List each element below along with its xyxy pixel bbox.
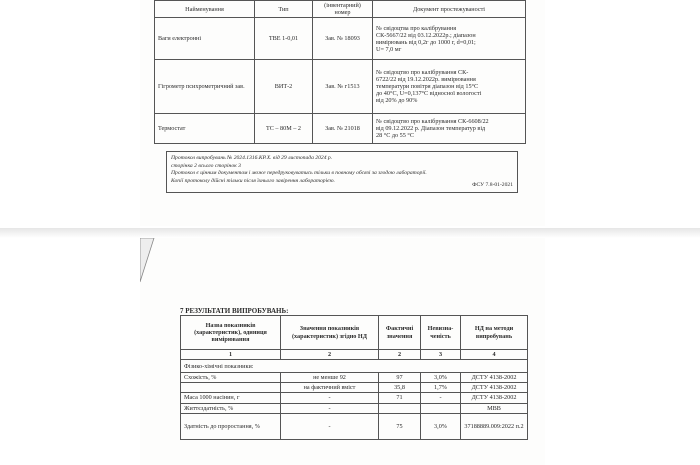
result-name: Здатність до проростання, % [181, 413, 281, 439]
page-gap [0, 228, 700, 238]
equipment-header-doc: Документ простежуваності [373, 1, 526, 18]
doc-line: СК-5667/22 від 03.12.2022р.; діапазон [376, 31, 476, 39]
col-number: 3 [421, 350, 461, 360]
result-norm: на фактичний вміст [281, 383, 379, 393]
result-unc: 3,0% [421, 373, 461, 383]
result-fact [379, 403, 421, 413]
equipment-header-type: Тип [255, 1, 313, 18]
col-number: 1 [181, 350, 281, 360]
results-row [181, 393, 528, 403]
equipment-table [154, 0, 526, 144]
results-header-method: НД на методи випробувань [461, 316, 528, 350]
doc-line: температури повітря діапазон від 15°С [376, 83, 479, 91]
protocol-code: ФСУ 7.8-01-2021 [472, 182, 513, 189]
result-method: 37188889.009:2022 п.2 [461, 413, 528, 439]
results-table [180, 315, 528, 440]
equipment-row [155, 60, 526, 114]
result-norm: - [281, 393, 379, 403]
results-number-row [181, 350, 528, 360]
results-row [181, 383, 528, 393]
equipment-number: Зав. № 21018 [313, 114, 373, 144]
equipment-header-name: Найменування [155, 1, 255, 18]
results-header-name: Назва показників (характеристик), одиниця вимірювання [181, 316, 281, 350]
protocol-line: Протокол є цінним документом і може передруковуватись тільки в повному обсязі за згодою лабораторії. [171, 170, 427, 177]
doc-line: від 20% до 90% [376, 97, 418, 105]
result-unc [421, 403, 461, 413]
equipment-name: Гігрометр психрометричний зав. [155, 60, 255, 114]
doc-line: вимірювань від 0,2г до 1000 г, d=0,01; [376, 38, 476, 46]
result-unc: 1,7% [421, 383, 461, 393]
protocol-line: Протокол випробувань № 2024.1316.KP.X. від 29 листопада 2024 р. [171, 155, 333, 161]
col-number: 4 [461, 350, 528, 360]
result-unc: 3,0% [421, 413, 461, 439]
doc-line: № свідоцтва про калібрування [376, 24, 457, 32]
equipment-doc [373, 18, 526, 60]
col-number: 2 [281, 350, 379, 360]
doc-line: 28 °С до 55 °С [376, 132, 415, 140]
doc-line: № свідоцтво про калібрування СК-6608/22 [376, 118, 489, 126]
equipment-doc [373, 60, 526, 114]
page-fold-mark [140, 238, 180, 288]
protocol-line: сторінка 2 всього сторінок 3 [171, 162, 241, 169]
equipment-type: ВИТ-2 [255, 60, 313, 114]
protocol-note [166, 151, 518, 193]
doc-line: № свідоцтво про калібрування СК- [376, 68, 469, 76]
result-method: ДСТУ 4138-2002 [461, 393, 528, 403]
results-header-unc: Невизна-ченість [421, 316, 461, 350]
result-fact: 97 [379, 373, 421, 383]
result-norm: - [281, 413, 379, 439]
group-label: Фізико-хімічні показники: [181, 360, 528, 373]
protocol-line: Копії протоколу дійсні тільки після їхнього завірення лабораторією. [171, 177, 335, 184]
result-method: ДСТУ 4138-2002 [461, 383, 528, 393]
results-title: 7 РЕЗУЛЬТАТИ ВИПРОБУВАНЬ: [180, 307, 289, 315]
result-name [181, 383, 281, 393]
results-row [181, 413, 528, 439]
doc-line: від 09.12.2022 р. Діапазон температур від [376, 125, 486, 133]
results-group-row [181, 360, 528, 373]
equipment-name: Термостат [155, 114, 255, 144]
result-name: Маса 1000 насінин, г [181, 393, 281, 403]
col-number: 2 [379, 350, 421, 360]
result-norm: не менше 92 [281, 373, 379, 383]
results-header-norm: Значення показників (характеристик) згідно НД [281, 316, 379, 350]
equipment-number: Зав. № 18093 [313, 18, 373, 60]
equipment-name: Ваги електронні [155, 18, 255, 60]
result-fact: 75 [379, 413, 421, 439]
document-page-2 [140, 238, 545, 465]
results-row [181, 373, 528, 383]
equipment-number: Зав. № г1513 [313, 60, 373, 114]
equipment-doc [373, 114, 526, 144]
result-unc: - [421, 393, 461, 403]
equipment-row [155, 114, 526, 144]
document-page-1 [140, 0, 545, 226]
equipment-type: ТС – 80М – 2 [255, 114, 313, 144]
result-name: Схожість, % [181, 373, 281, 383]
doc-line: U= 7,0 мг [376, 45, 402, 53]
result-fact: 35,8 [379, 383, 421, 393]
doc-line: 6722/22 від 19.12.2022р. вимірювання [376, 76, 476, 84]
equipment-row [155, 18, 526, 60]
result-fact: 71 [379, 393, 421, 403]
equipment-header-row [155, 1, 526, 18]
results-row [181, 403, 528, 413]
doc-line: до 40°С, U=0,137°С відносної вологості [376, 90, 482, 98]
equipment-type: ТВЕ 1-0,01 [255, 18, 313, 60]
results-header-row [181, 316, 528, 350]
result-method: ДСТУ 4138-2002 [461, 373, 528, 383]
result-norm: - [281, 403, 379, 413]
results-header-fact: Фактичні значення [379, 316, 421, 350]
result-method: МВВ [461, 403, 528, 413]
equipment-header-number: (інвентарний) номер [313, 1, 373, 18]
result-name: Життєздатність, % [181, 403, 281, 413]
